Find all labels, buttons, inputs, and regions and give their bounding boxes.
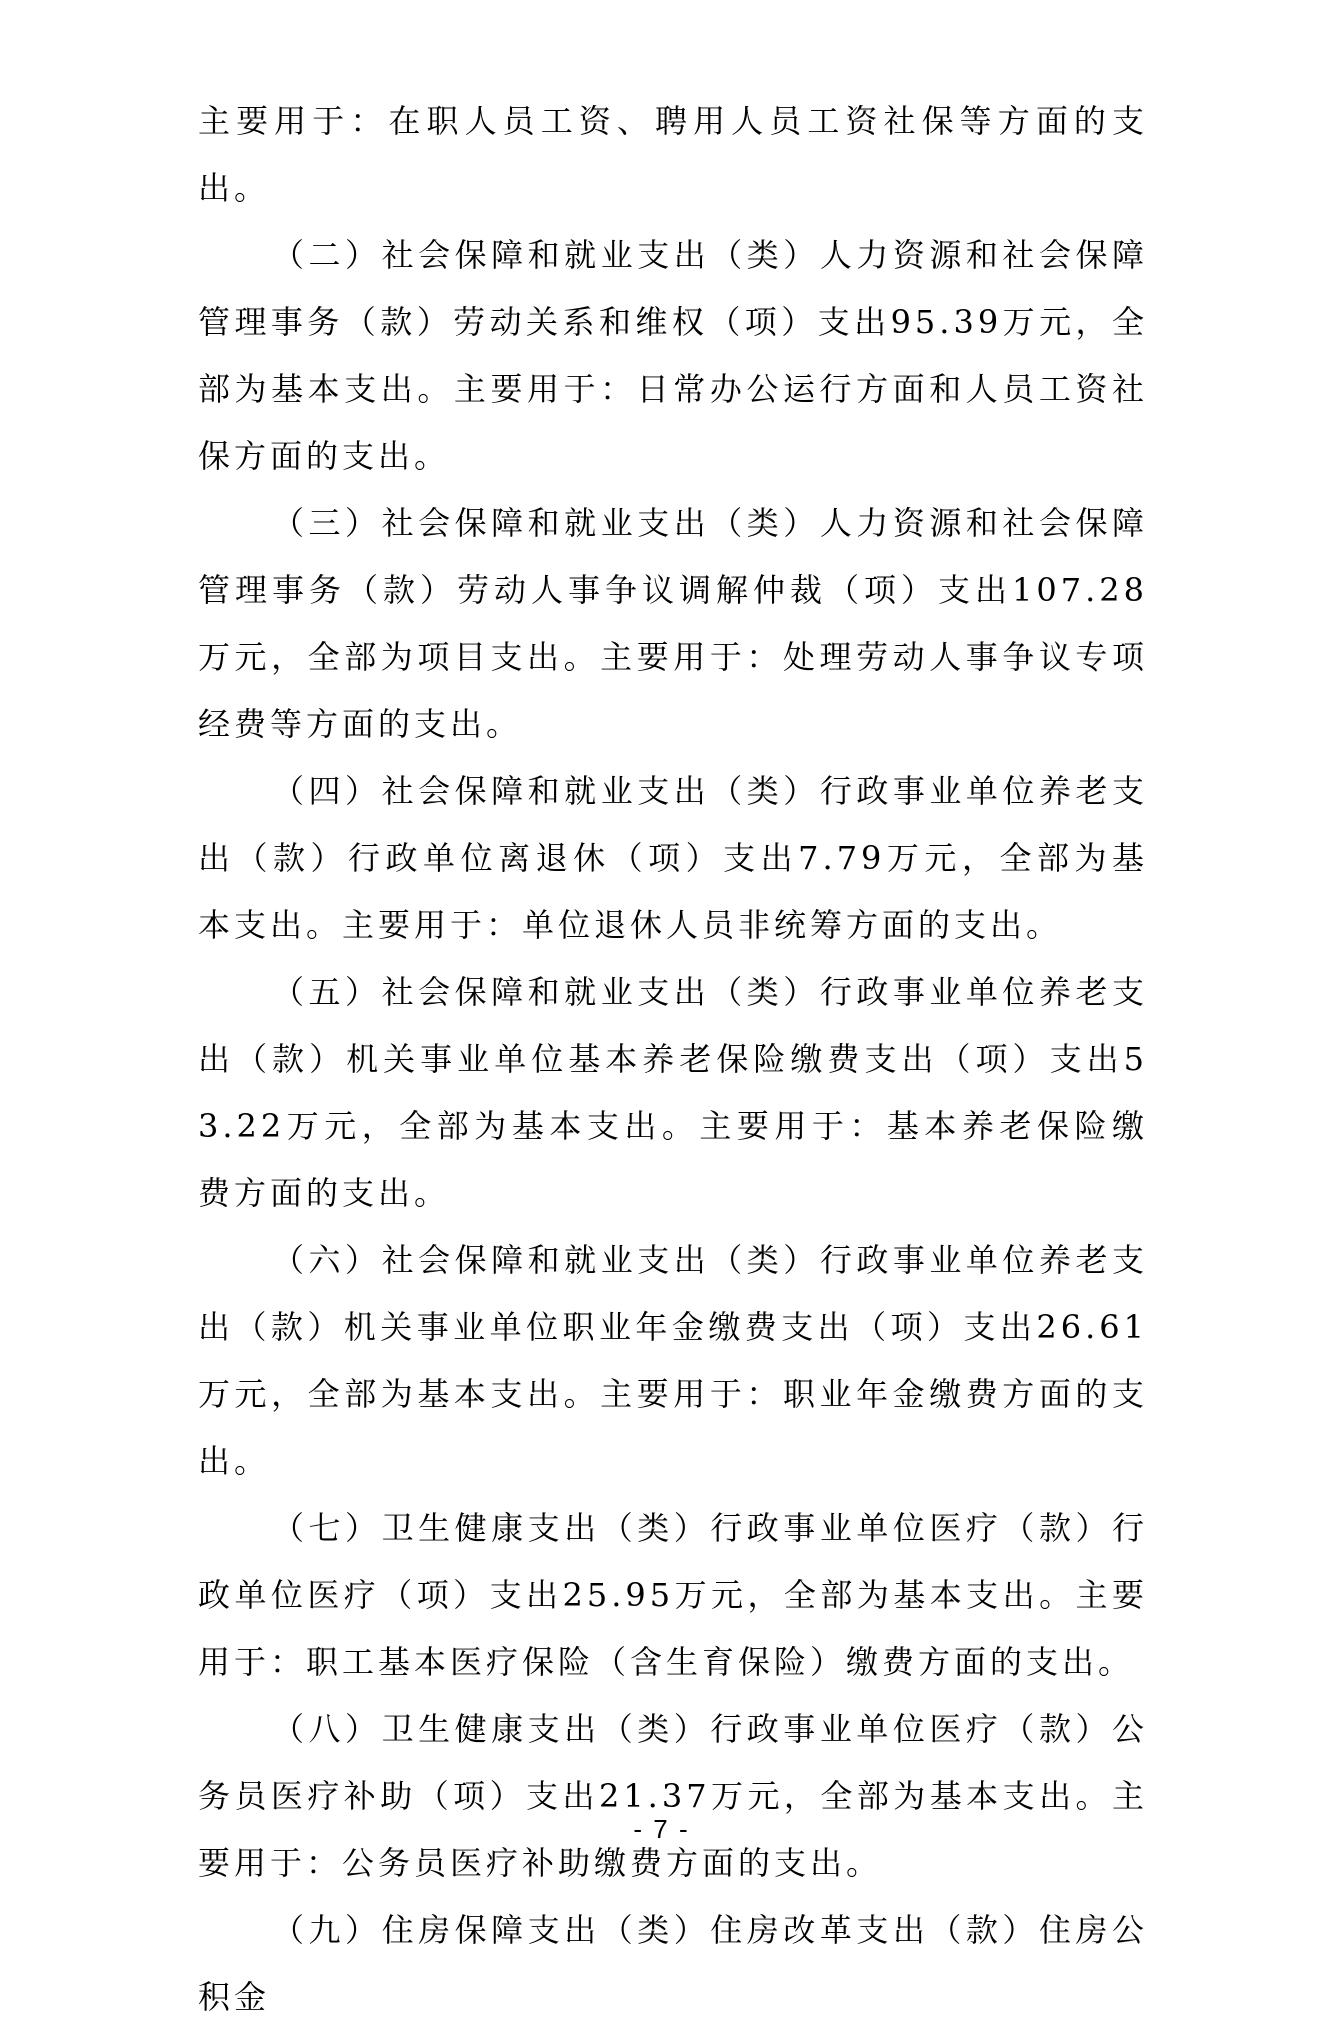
paragraph: （九）住房保障支出（类）住房改革支出（款）住房公积金 [198,1911,1148,2016]
paragraph: （三）社会保障和就业支出（类）人力资源和社会保障管理事务（款）劳动人事争议调解仲裁（项）支出107.28万元，全部为项目支出。主要用于：处理劳动人事争议专项经费等方面的支出。 [198,504,1148,743]
paragraph: （八）卫生健康支出（类）行政事业单位医疗（款）公务员医疗补助（项）支出21.37万元，全部为基本支出。主要用于：公务员医疗补助缴费方面的支出。 [198,1710,1148,1882]
paragraph: （六）社会保障和就业支出（类）行政事业单位养老支出（款）机关事业单位职业年金缴费支出（项）支出26.61万元，全部为基本支出。主要用于：职业年金缴费方面的支出。 [198,1241,1148,1480]
paragraph: （二）社会保障和就业支出（类）人力资源和社会保障管理事务（款）劳动关系和维权（项）支出95.39万元，全部为基本支出。主要用于：日常办公运行方面和人员工资社保方面的支出。 [198,236,1148,475]
document-body [198,88,1148,2031]
page-number: - 7 - [633,1814,690,1844]
paragraph: （七）卫生健康支出（类）行政事业单位医疗（款）行政单位医疗（项）支出25.95万元，全部为基本支出。主要用于：职工基本医疗保险（含生育保险）缴费方面的支出。 [198,1509,1148,1681]
paragraph: 主要用于：在职人员工资、聘用人员工资社保等方面的支出。 [198,102,1148,207]
paragraph: （五）社会保障和就业支出（类）行政事业单位养老支出（款）机关事业单位基本养老保险缴费支出（项）支出53.22万元，全部为基本支出。主要用于：基本养老保险缴费方面的支出。 [198,973,1148,1212]
paragraph: （四）社会保障和就业支出（类）行政事业单位养老支出（款）行政单位离退休（项）支出7.79万元，全部为基本支出。主要用于：单位退休人员非统筹方面的支出。 [198,772,1148,944]
